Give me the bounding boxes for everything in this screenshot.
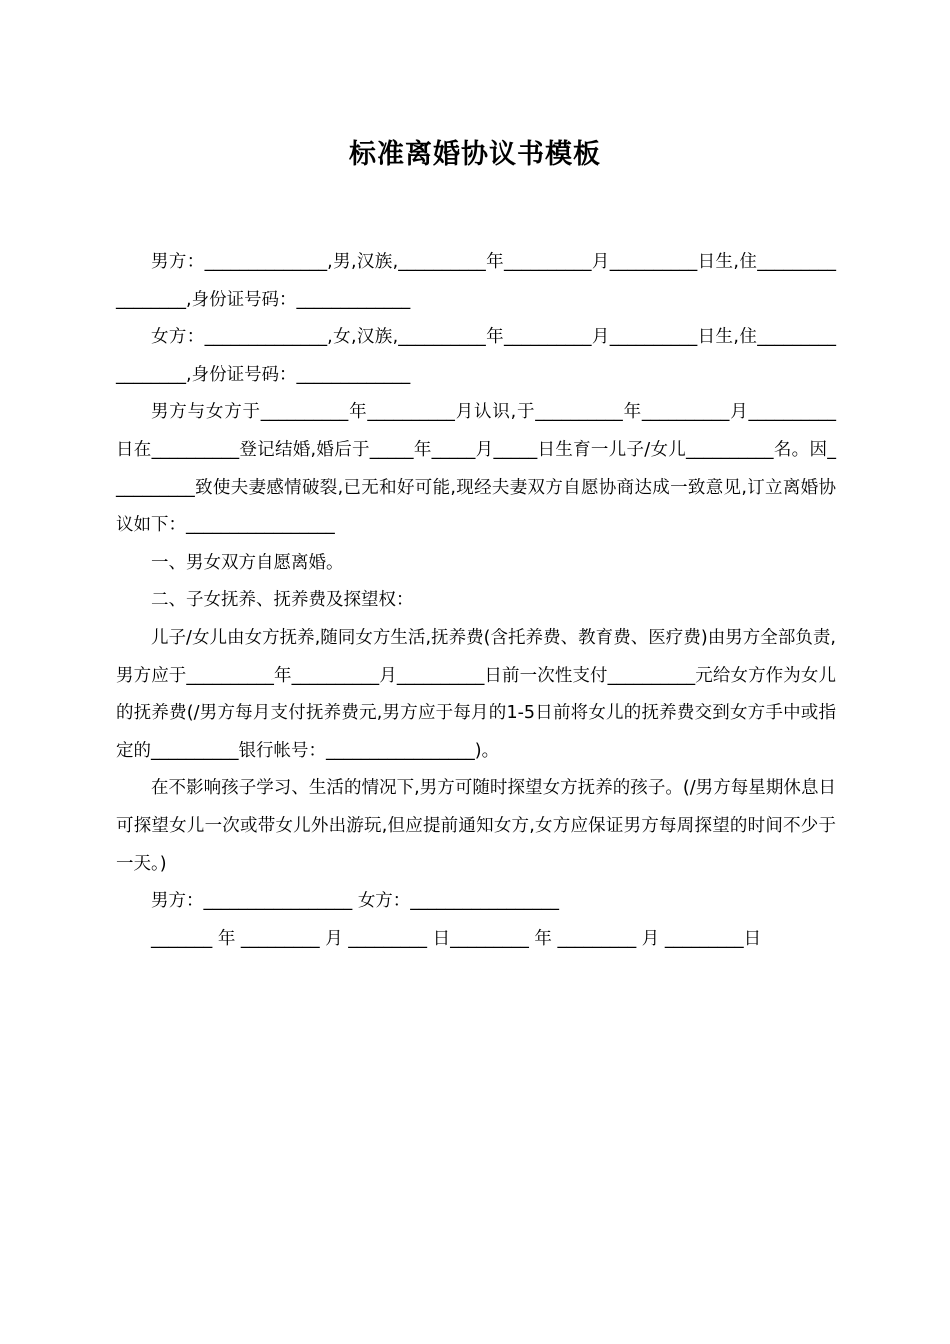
document-body (116, 244, 836, 958)
document-title: 标准离婚协议书模板 (349, 139, 601, 170)
child-custody-paragraph: 儿子/女儿由女方抚养,随同女方生活,抚养费(含托养费、教育费、医疗费)由男方全部负责,男方应于__________年__________月__________日前一次性支付__________元给女方作为女儿的抚养费(/男方每月支付抚养费元,男方应于每月的1-5日前将女儿的抚养费交到女方手中或指定的__________银行帐号：_________________)。 (116, 627, 836, 761)
female-party-paragraph: 女方：______________,女,汉族,__________年__________月__________日生,住_________________,身份证号码：_____________ (116, 327, 836, 385)
signature-line: 男方：_________________ 女方：_________________ (151, 891, 560, 912)
date-line: _______ 年 _________ 月 _________ 日_________ 年 _________ 月 _________日 (151, 928, 762, 949)
marriage-history-paragraph: 男方与女方于__________年__________月认识,于__________年__________月__________日在__________登记结婚,婚后于_____年_____月_____日生育一儿子/女儿__________名。因__________致使夫妻感情破裂,已无和好可能,现经夫妻双方自愿协商达成一致意见,订立离婚协议如下：_________________ (116, 402, 836, 536)
clause-one: 一、男女双方自愿离婚。 (151, 552, 344, 573)
clause-two-heading: 二、子女抚养、抚养费及探望权： (151, 590, 414, 611)
visitation-paragraph: 在不影响孩子学习、生活的情况下,男方可随时探望女方抚养的孩子。(/男方每星期休息日可探望女儿一次或带女儿外出游玩,但应提前通知女方,女方应保证男方每周探望的时间不少于一天。) (116, 778, 836, 874)
male-party-paragraph: 男方：______________,男,汉族,__________年__________月__________日生,住_________________,身份证号码：_____________ (116, 252, 836, 310)
